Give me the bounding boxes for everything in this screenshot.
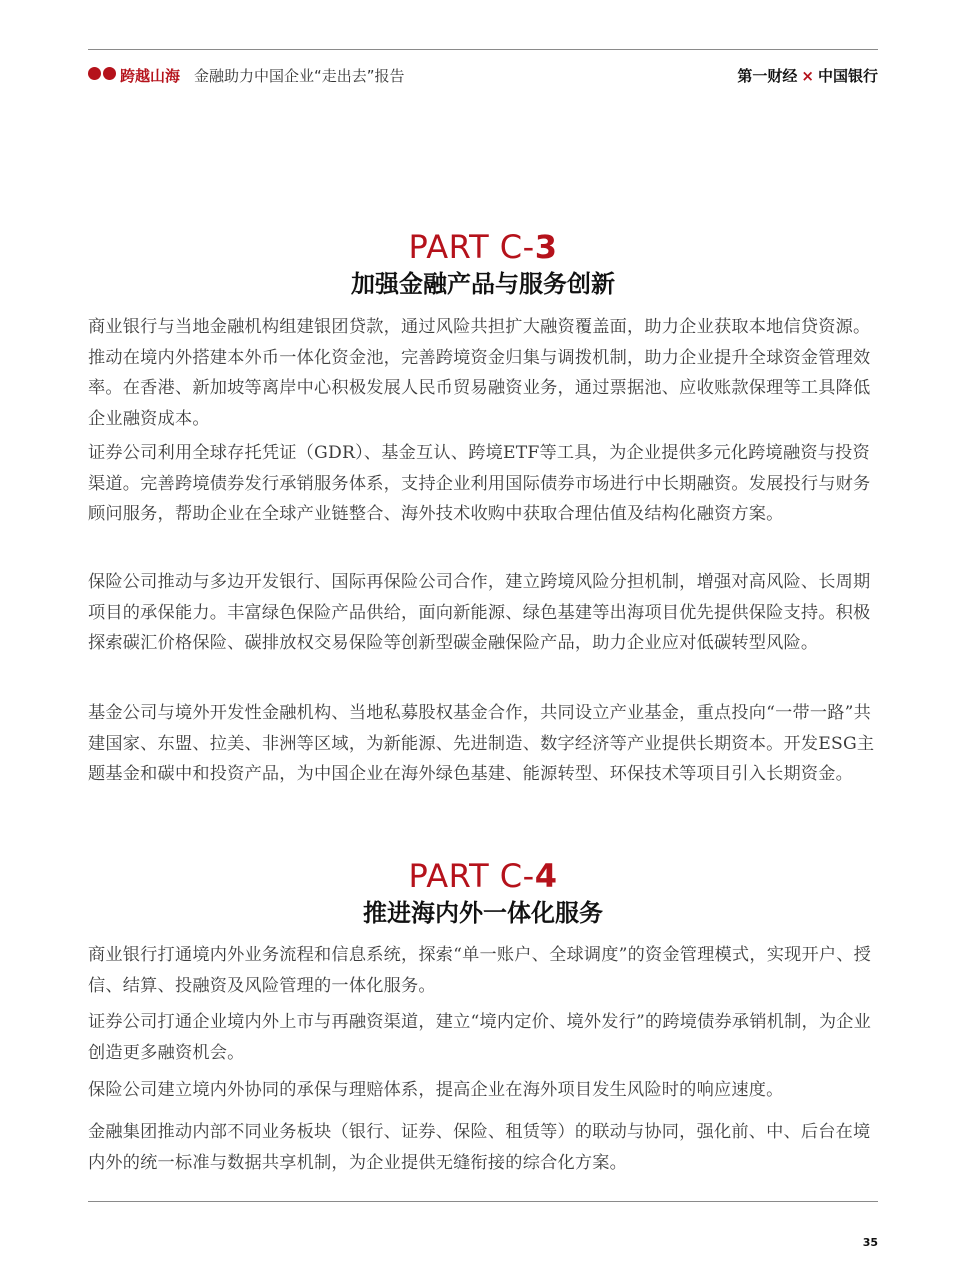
page-number: 35	[862, 1236, 878, 1249]
footer-rule	[88, 1201, 878, 1202]
paragraph: 保险公司推动与多边开发银行、国际再保险公司合作，建立跨境风险分担机制，增强对高风险、长周期项目的承保能力。丰富绿色保险产品供给，面向新能源、绿色基建等出海项目优先提供保险支持。积极探索碳汇价格保险、碳排放权交易保险等创新型碳金融保险产品，助力企业应对低碳转型风险。	[88, 572, 871, 653]
partners-label	[737, 65, 878, 86]
partner-right: 中国银行	[817, 67, 878, 85]
paragraph: 商业银行打通境内外业务流程和信息系统，探索“单一账户、全球调度”的资金管理模式，实现开户、授信、结算、投融资及风险管理的一体化服务。	[88, 945, 872, 996]
page-header	[88, 62, 878, 88]
paragraph: 基金公司与境外开发性金融机构、当地私募股权基金合作，共同设立产业基金，重点投向“一带一路”共建国家、东盟、拉美、非洲等区域，为新能源、先进制造、数字经济等产业提供长期资本。开发ESG主题基金和碳中和投资产品，为中国企业在海外绿色基建、能源转型、环保技术等项目引入长期资金。	[88, 703, 875, 784]
section-heading-c3	[88, 229, 878, 301]
part-label: PART C-4	[408, 857, 558, 895]
brand-dots-icon	[88, 67, 116, 81]
report-brand: 跨越山海	[120, 67, 181, 85]
report-subtitle: 金融助力中国企业“走出去”报告	[194, 67, 405, 85]
header-top-rule	[88, 49, 878, 50]
section-title: 推进海内外一体化服务	[363, 899, 603, 927]
paragraph: 保险公司建立境内外协同的承保与理赔体系，提高企业在海外项目发生风险时的响应速度。	[88, 1080, 784, 1100]
partner-left: 第一财经	[737, 67, 798, 85]
partner-separator: ×	[801, 67, 814, 85]
paragraph: 商业银行与当地金融机构组建银团贷款，通过风险共担扩大融资覆盖面，助力企业获取本地信贷资源。推动在境内外搭建本外币一体化资金池，完善跨境资金归集与调拨机制，助力企业提升全球资金管理效率。在香港、新加坡等离岸中心积极发展人民币贸易融资业务，通过票据池、应收账款保理等工具降低企业融资成本。	[88, 317, 871, 429]
paragraph: 金融集团推动内部不同业务板块（银行、证券、保险、租赁等）的联动与协同，强化前、中、后台在境内外的统一标准与数据共享机制，为企业提供无缝衔接的综合化方案。	[88, 1122, 871, 1173]
section-heading-c4	[88, 858, 878, 930]
section-title: 加强金融产品与服务创新	[351, 270, 615, 298]
paragraph: 证券公司打通企业境内外上市与再融资渠道，建立“境内定价、境外发行”的跨境债券承销机制，为企业创造更多融资机会。	[88, 1012, 872, 1063]
paragraph: 证券公司利用全球存托凭证（GDR）、基金互认、跨境ETF等工具，为企业提供多元化跨境融资与投资渠道。完善跨境债券发行承销服务体系，支持企业利用国际债券市场进行中长期融资。发展投行与财务顾问服务，帮助企业在全球产业链整合、海外技术收购中获取合理估值及结构化融资方案。	[88, 443, 871, 524]
part-label: PART C-3	[408, 228, 558, 266]
